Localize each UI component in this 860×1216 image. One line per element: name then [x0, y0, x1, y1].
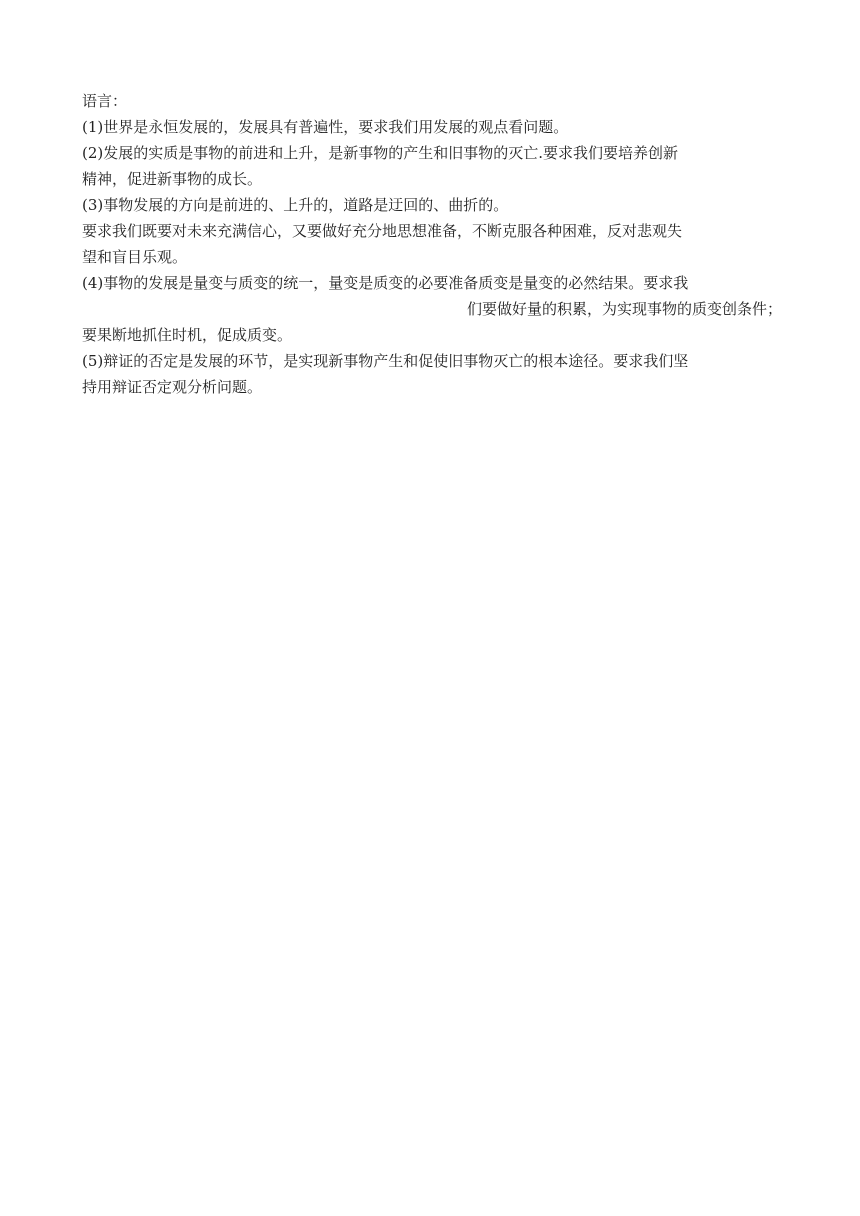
text-line-point-5b: 持用辩证否定观分析问题。: [82, 378, 263, 396]
text-line-point-3b: 要求我们既要对未来充满信心，又要做好充分地思想准备，不断克服各种困难，反对悲观失: [82, 222, 683, 240]
text-line-point-4a: (4)事物的发展是量变与质变的统一，量变是质变的必要准备质变是量变的必然结果。要求我: [82, 274, 689, 292]
text-line-heading: 语言：: [82, 92, 128, 110]
text-line-point-3c: 望和盲目乐观。: [82, 248, 188, 266]
text-line-point-3a: (3)事物发展的方向是前进的、上升的，道路是迂回的、曲折的。: [82, 196, 509, 214]
text-line-point-2a: (2)发展的实质是事物的前进和上升，是新事物的产生和旧事物的灭亡.要求我们要培养创新: [82, 144, 679, 162]
document-body: [82, 88, 782, 400]
text-line-point-1: (1)世界是永恒发展的，发展具有普遍性，要求我们用发展的观点看问题。: [82, 118, 569, 136]
text-line-point-2b: 精神，促进新事物的成长。: [82, 170, 263, 188]
text-line-point-4b: 们要做好量的积累，为实现事物的质变创条件；: [466, 300, 782, 318]
text-line-point-5a: (5)辩证的否定是发展的环节，是实现新事物产生和促使旧事物灭亡的根本途径。要求我们坚: [82, 352, 689, 370]
text-line-point-4c: 要果断地抓住时机，促成质变。: [82, 326, 293, 344]
